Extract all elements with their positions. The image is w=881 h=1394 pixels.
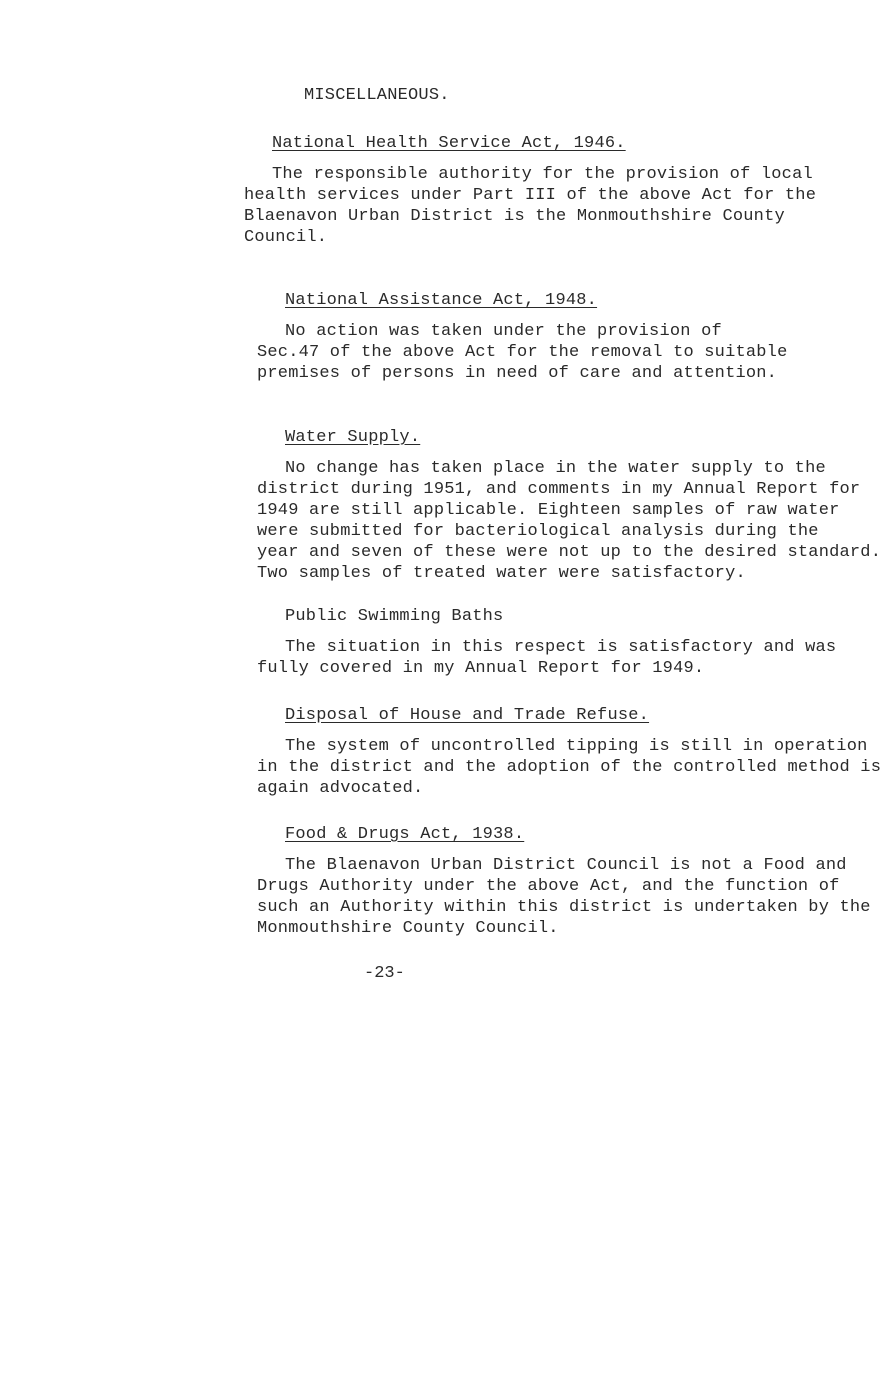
section-heading-food-drugs-act: Food & Drugs Act, 1938. xyxy=(285,825,525,844)
paragraph-line: Two samples of treated water were satisfactory. xyxy=(257,564,746,583)
paragraph-line: year and seven of these were not up to the desired standard. xyxy=(257,543,881,562)
paragraph-line: Council. xyxy=(244,228,328,247)
paragraph-line: Monmouthshire County Council. xyxy=(257,919,559,938)
section-heading-public-swimming-baths: Public Swimming Baths xyxy=(285,607,504,626)
page-title: MISCELLANEOUS. xyxy=(304,86,450,105)
paragraph-line: 1949 are still applicable. Eighteen samples of raw water xyxy=(257,501,840,520)
paragraph-line: in the district and the adoption of the controlled method is xyxy=(257,758,881,777)
paragraph-line: district during 1951, and comments in my Annual Report for xyxy=(257,480,861,499)
paragraph-line: again advocated. xyxy=(257,779,424,798)
paragraph-line: No action was taken under the provision of xyxy=(285,322,722,341)
paragraph-line: The Blaenavon Urban District Council is not a Food and xyxy=(285,856,847,875)
paragraph-line: fully covered in my Annual Report for 1949. xyxy=(257,659,705,678)
paragraph-line: No change has taken place in the water supply to the xyxy=(285,459,826,478)
paragraph-line: premises of persons in need of care and attention. xyxy=(257,364,778,383)
section-heading-water-supply: Water Supply. xyxy=(285,428,421,447)
paragraph-line: The responsible authority for the provision of local xyxy=(272,165,813,184)
section-heading-refuse-disposal: Disposal of House and Trade Refuse. xyxy=(285,706,650,725)
paragraph-line: Blaenavon Urban District is the Monmouthshire County xyxy=(244,207,785,226)
paragraph-line: were submitted for bacteriological analysis during the xyxy=(257,522,819,541)
paragraph-line: health services under Part III of the above Act for the xyxy=(244,186,817,205)
paragraph-line: The situation in this respect is satisfactory and was xyxy=(285,638,837,657)
paragraph-line: such an Authority within this district is undertaken by the xyxy=(257,898,871,917)
paragraph-line: The system of uncontrolled tipping is still in operation xyxy=(285,737,868,756)
section-heading-nhs-act: National Health Service Act, 1946. xyxy=(272,134,626,153)
section-heading-national-assistance-act: National Assistance Act, 1948. xyxy=(285,291,598,310)
page-number: -23- xyxy=(364,964,405,983)
paragraph-line: Drugs Authority under the above Act, and the function of xyxy=(257,877,840,896)
paragraph-line: Sec.47 of the above Act for the removal to suitable xyxy=(257,343,788,362)
